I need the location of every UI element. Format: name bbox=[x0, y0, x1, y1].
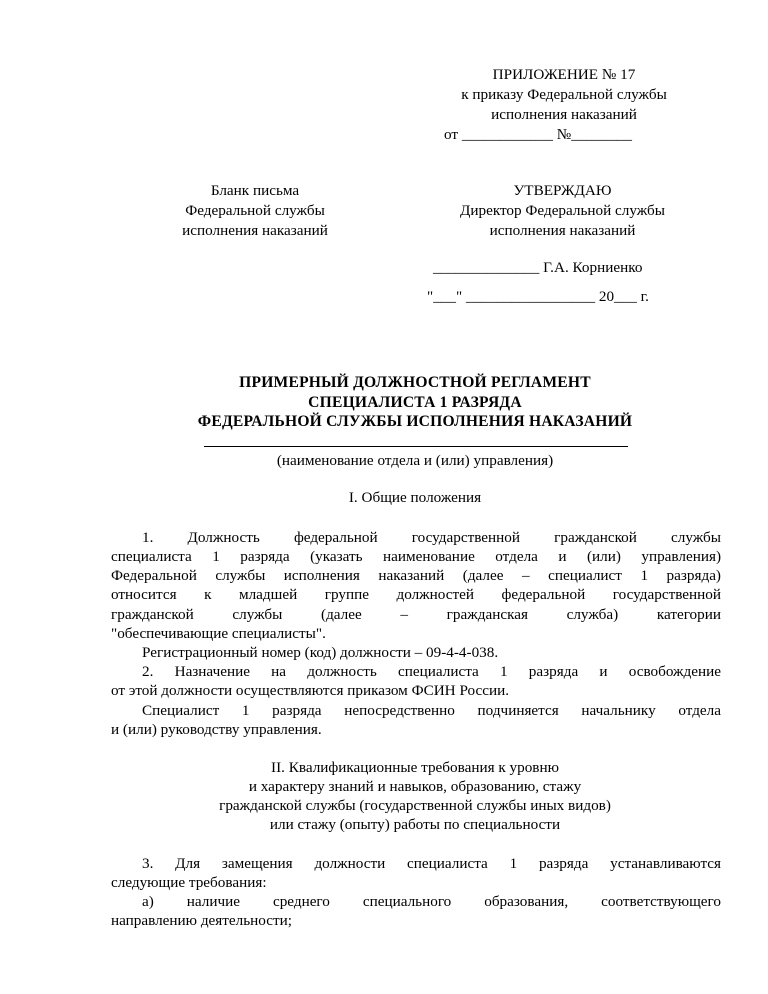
section-1-heading: I. Общие положения bbox=[348, 489, 482, 506]
subordination-line: Специалист 1 разряда непосредственно подчиняется начальнику отдела bbox=[142, 702, 721, 719]
approval-date-line: "___" _________________ 20___ г. bbox=[427, 288, 649, 305]
approval-signature-line: ______________ Г.А. Корниенко bbox=[433, 259, 643, 276]
paragraph-1-line: специалиста 1 разряда (указать наименование отдела и (или) управления) bbox=[111, 548, 721, 565]
section-2-heading-line: II. Квалификационные требования к уровню bbox=[271, 759, 559, 776]
section-2-heading-line: гражданской службы (государственной службы иных видов) bbox=[219, 797, 611, 814]
letterhead-line-2: Федеральной службы bbox=[185, 202, 325, 219]
letterhead-line-1: Бланк письма bbox=[210, 182, 300, 199]
paragraph-3-line: 3. Для замещения должности специалиста 1 разряда устанавливаются bbox=[142, 855, 721, 872]
section-2-heading-line: и характеру знаний и навыков, образованию, стажу bbox=[248, 778, 582, 795]
paragraph-1-line: гражданской службы (далее – гражданская служба) категории bbox=[111, 606, 721, 623]
department-blank-rule bbox=[204, 446, 628, 447]
title-line-3: ФЕДЕРАЛЬНОЙ СЛУЖБЫ ИСПОЛНЕНИЯ НАКАЗАНИЙ bbox=[197, 413, 633, 430]
paragraph-1-line: 1. Должность федеральной государственной гражданской службы bbox=[142, 529, 721, 546]
paragraph-a-line: а) наличие среднего специального образования, соответствующего bbox=[142, 893, 721, 910]
approval-heading: УТВЕРЖДАЮ bbox=[513, 182, 612, 199]
paragraph-3-line: следующие требования: bbox=[111, 874, 267, 891]
title-line-1: ПРИМЕРНЫЙ ДОЛЖНОСТНОЙ РЕГЛАМЕНТ bbox=[239, 374, 591, 391]
paragraph-1-line: "обеспечивающие специалисты". bbox=[111, 625, 326, 642]
paragraph-1-line: Федеральной службы исполнения наказаний (далее – специалист 1 разряда) bbox=[111, 567, 721, 584]
approval-service-line: исполнения наказаний bbox=[489, 222, 636, 239]
section-2-heading-line: или стажу (опыту) работы по специальности bbox=[269, 816, 561, 833]
appendix-title: ПРИЛОЖЕНИЕ № 17 bbox=[492, 66, 636, 83]
approval-position-line: Директор Федеральной службы bbox=[460, 202, 665, 219]
department-caption: (наименование отдела и (или) управления) bbox=[276, 452, 554, 469]
appendix-order-line: к приказу Федеральной службы bbox=[461, 86, 667, 103]
registration-number: Регистрационный номер (код) должности – 09-4-4-038. bbox=[142, 644, 499, 661]
paragraph-1-line: относится к младшей группе должностей федеральной государственной bbox=[111, 586, 721, 603]
paragraph-2-line: от этой должности осуществляются приказом ФСИН России. bbox=[111, 682, 510, 699]
paragraph-2-line: 2. Назначение на должность специалиста 1 разряда и освобождение bbox=[142, 663, 721, 680]
appendix-date-number-line: от ____________ №________ bbox=[444, 126, 632, 143]
paragraph-a-line: направлению деятельности; bbox=[111, 912, 292, 929]
letterhead-line-3: исполнения наказаний bbox=[182, 222, 328, 239]
subordination-line: и (или) руководству управления. bbox=[111, 721, 322, 738]
appendix-service-line: исполнения наказаний bbox=[491, 106, 637, 123]
title-line-2: СПЕЦИАЛИСТА 1 РАЗРЯДА bbox=[308, 394, 522, 411]
